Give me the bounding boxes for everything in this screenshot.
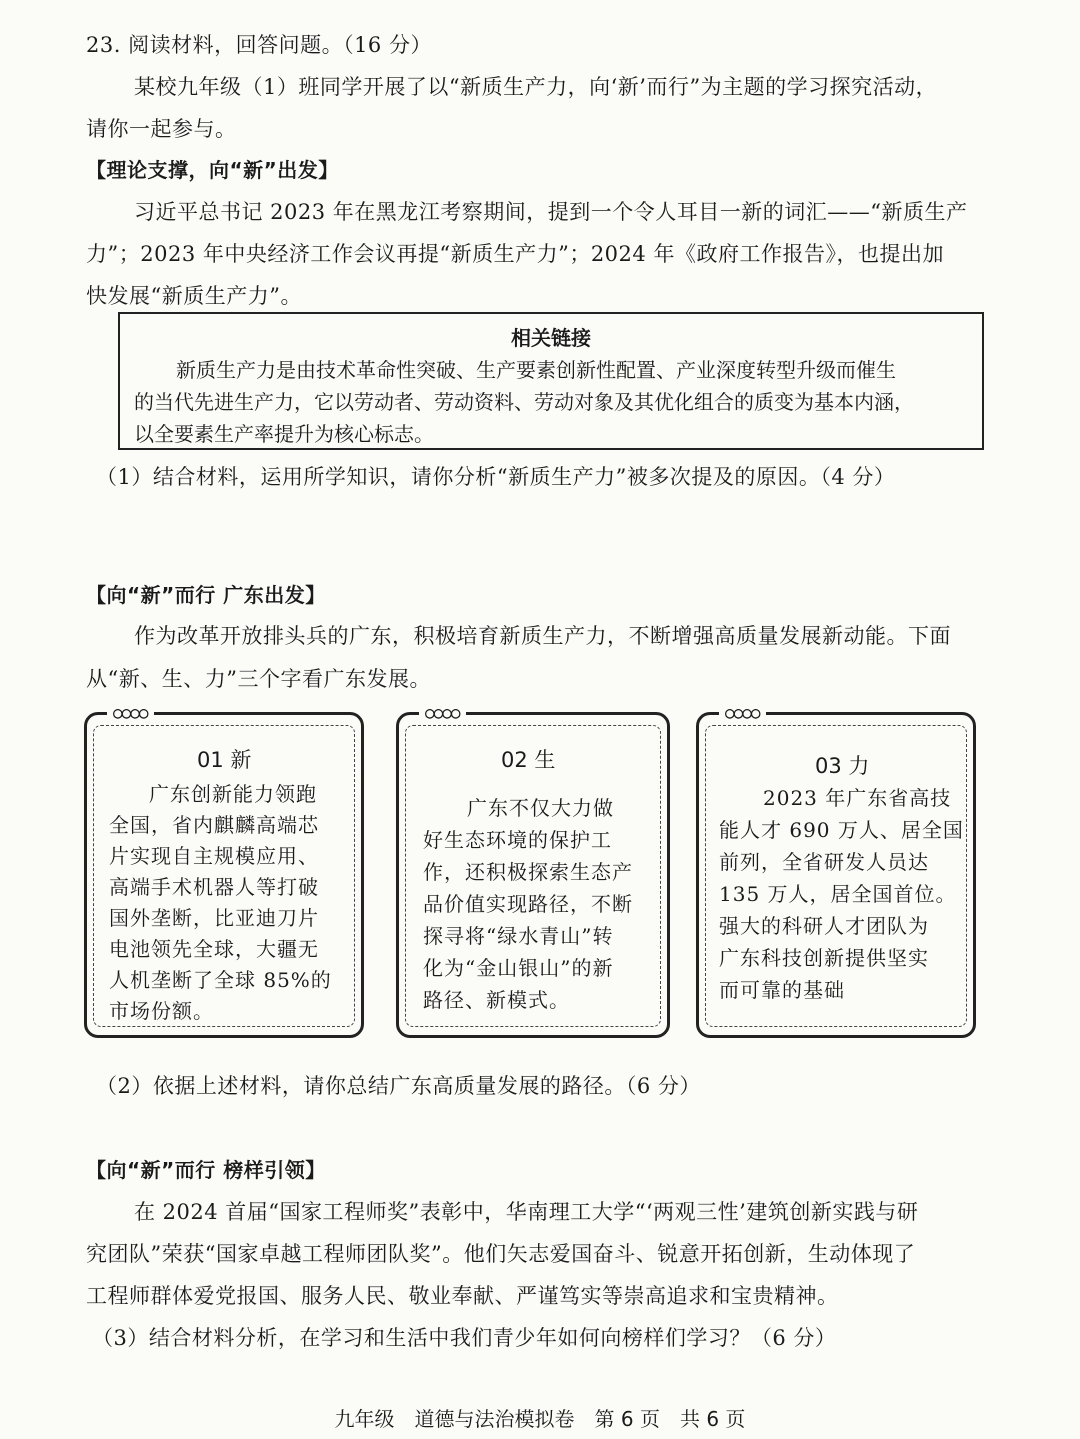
question-2: （2）依据上述材料，请你总结广东高质量发展的路径。（6 分） — [96, 1074, 701, 1098]
related-link-line-1: 新质生产力是由技术革命性突破、生产要素创新性配置、产业深度转型升级而催生 — [176, 358, 896, 382]
card-line: 2023 年广东省高技 — [763, 786, 952, 810]
section1-para-line-2: 力”；2023 年中央经济工作会议再提“新质生产力”；2024 年《政府工作报告》，也提出加 — [86, 242, 944, 266]
related-link-title: 相关链接 — [511, 326, 591, 350]
card-line: 全国，省内麒麟高端芯 — [109, 813, 319, 837]
card-line: 广东科技创新提供坚实 — [719, 946, 929, 970]
section1-para-line-1: 习近平总书记 2023 年在黑龙江考察期间，提到一个令人耳目一新的词汇——“新质生产 — [134, 200, 968, 224]
card-line: 片实现自主规模应用、 — [109, 844, 319, 868]
card-line: 市场份额。 — [109, 999, 214, 1023]
card-title: 02 生 — [501, 748, 556, 772]
card-line: 广东不仅大力做 — [467, 796, 614, 820]
intro-line-2: 请你一起参与。 — [86, 117, 237, 141]
related-link-line-2: 的当代先进生产力，它以劳动者、劳动资料、劳动对象及其优化组合的质变为基本内涵， — [134, 390, 914, 414]
card-line: 强大的科研人才团队为 — [719, 914, 929, 938]
card-line: 好生态环境的保护工 — [423, 828, 612, 852]
card-line: 高端手术机器人等打破 — [109, 875, 319, 899]
card-line: 能人才 690 万人、居全国 — [719, 818, 964, 842]
card-tab-decoration: ○○○○ — [719, 703, 766, 723]
card-line: 路径、新模式。 — [423, 988, 570, 1012]
page-footer: 九年级 道德与法治模拟卷 第 6 页 共 6 页 — [334, 1407, 746, 1431]
card-line: 化为“金山银山”的新 — [423, 956, 614, 980]
card-line: 而可靠的基础 — [719, 978, 845, 1002]
question-23-title: 23. 阅读材料，回答问题。（16 分） — [86, 33, 432, 57]
card-line: 探寻将“绿水青山”转 — [423, 924, 614, 948]
card-line: 品价值实现路径，不断 — [423, 892, 633, 916]
section2-para-line-2: 从“新、生、力”三个字看广东发展。 — [86, 667, 431, 691]
section3-para-line-2: 究团队”荣获“国家卓越工程师团队奖”。他们矢志爱国奋斗、锐意开拓创新，生动体现了 — [86, 1242, 916, 1266]
card-tab-decoration: ○○○○ — [107, 703, 154, 723]
card-line: 国外垄断，比亚迪刀片 — [109, 906, 319, 930]
card-life — [396, 703, 670, 1038]
card-strength — [696, 703, 976, 1038]
section2-para-line-1: 作为改革开放排头兵的广东，积极培育新质生产力，不断增强高质量发展新动能。下面 — [134, 624, 951, 648]
section1-heading: 【理论支撑，向“新”出发】 — [86, 158, 339, 182]
card-line: 135 万人，居全国首位。 — [719, 882, 957, 906]
card-title: 03 力 — [815, 754, 870, 778]
section3-para-line-3: 工程师群体爱党报国、服务人民、敬业奉献、严谨笃实等崇高追求和宝贵精神。 — [86, 1284, 839, 1308]
card-new — [84, 703, 364, 1038]
card-line: 电池领先全球，大疆无 — [109, 937, 319, 961]
card-tab-decoration: ○○○○ — [419, 703, 466, 723]
section2-heading: 【向“新”而行 广东出发】 — [86, 583, 326, 607]
question-1: （1）结合材料，运用所学知识，请你分析“新质生产力”被多次提及的原因。（4 分） — [96, 465, 896, 489]
card-line: 作，还积极探索生态产 — [423, 860, 633, 884]
card-line: 前列，全省研发人员达 — [719, 850, 929, 874]
section3-para-line-1: 在 2024 首届“国家工程师奖”表彰中，华南理工大学“‘两观三性’建筑创新实践与研 — [134, 1200, 919, 1224]
section1-para-line-3: 快发展“新质生产力”。 — [86, 284, 302, 308]
related-link-line-3: 以全要素生产率提升为核心标志。 — [134, 422, 434, 446]
card-line: 人机垄断了全球 85%的 — [109, 968, 332, 992]
section3-heading: 【向“新”而行 榜样引领】 — [86, 1158, 326, 1182]
question-3: （3）结合材料分析，在学习和生活中我们青少年如何向榜样们学习？（6 分） — [92, 1326, 837, 1350]
intro-line-1: 某校九年级（1）班同学开展了以“新质生产力，向‘新’而行”为主题的学习探究活动， — [134, 75, 938, 99]
card-line: 广东创新能力领跑 — [149, 782, 317, 806]
related-link-box — [118, 312, 984, 450]
card-title: 01 新 — [197, 748, 252, 772]
